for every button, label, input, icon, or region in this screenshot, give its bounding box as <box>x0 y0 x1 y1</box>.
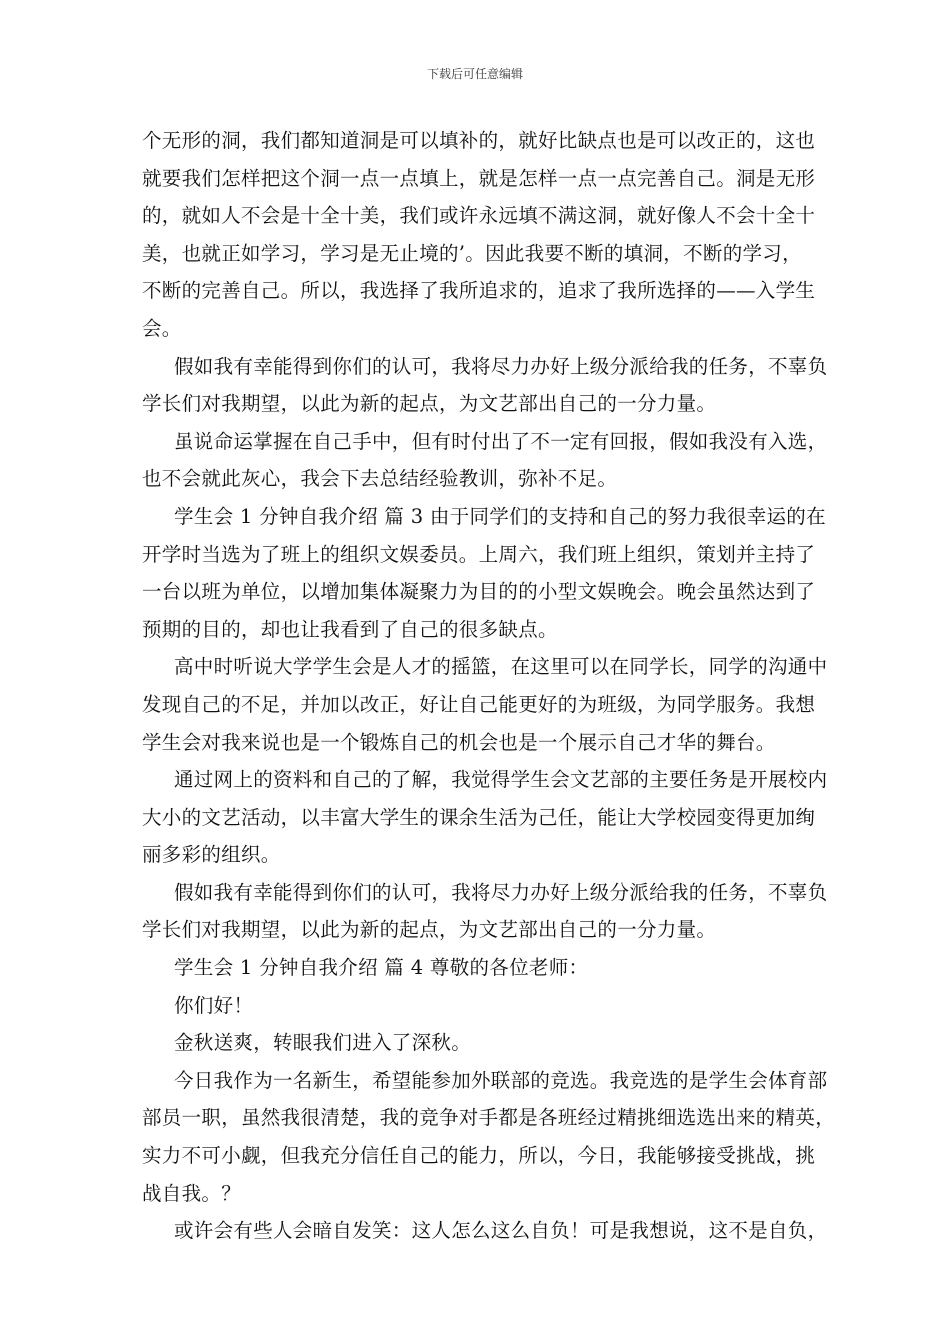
text-line: 学生会 1 分钟自我介绍 篇 3 由于同学们的支持和自己的努力我很幸运的在 <box>174 504 826 528</box>
text-line: 实力不可小觑，但我充分信任自己的能力，所以，今日，我能够接受挑战，挑 <box>142 1144 816 1168</box>
text-line: 发现自己的不足，并加以改正，好让自己能更好的为班级，为同学服务。我想 <box>142 692 816 716</box>
text-line: 假如我有幸能得到你们的认可，我将尽力办好上级分派给我的任务，不辜负 <box>174 354 828 378</box>
document-body <box>142 122 836 1250</box>
text-line: 通过网上的资料和自己的了解，我觉得学生会文艺部的主要任务是开展校内 <box>174 768 828 792</box>
text-line: 美，也就正如学习，学习是无止境的’。因此我要不断的填洞，不断的学习， <box>142 241 802 265</box>
text-line: 战自我。？ <box>142 1181 242 1205</box>
text-line: 学长们对我期望，以此为新的起点，为文艺部出自己的一分力量。 <box>142 392 717 416</box>
text-line: 就要我们怎样把这个洞一点一点填上，就是怎样一点一点完善自己。洞是无形 <box>142 166 816 190</box>
text-line: 高中时听说大学学生会是人才的摇篮，在这里可以在同学长，同学的沟通中 <box>174 655 828 679</box>
text-line: 虽说命运掌握在自己手中，但有时付出了不一定有回报，假如我没有入选， <box>174 429 828 453</box>
text-line: 预期的目的，却也让我看到了自己的很多缺点。 <box>142 617 558 641</box>
text-line: 丽多彩的组织。 <box>142 843 281 867</box>
text-line: 今日我作为一名新生，希望能参加外联部的竞选。我竞选的是学生会体育部 <box>174 1068 828 1092</box>
text-line: 一台以班为单位，以增加集体凝聚力为目的的小型文娱晚会。晚会虽然达到了 <box>142 580 816 604</box>
text-line: 会。 <box>142 316 182 340</box>
text-line: 部员一职，虽然我很清楚，我的竞争对手都是各班经过精挑细选选出来的精英， <box>142 1106 836 1130</box>
text-line: 个无形的洞，我们都知道洞是可以填补的，就好比缺点也是可以改正的，这也 <box>142 129 816 152</box>
text-line: 不断的完善自己。所以，我选择了我所追求的，追求了我所选择的——入学生 <box>142 279 816 303</box>
text-line: 开学时当选为了班上的组织文娱委员。上周六，我们班上组织，策划并主持了 <box>142 542 816 566</box>
text-line: 你们好！ <box>174 993 254 1017</box>
text-line: 的，就如人不会是十全十美，我们或许永远填不满这洞，就好像人不会十全十 <box>142 204 816 228</box>
text-line: 学长们对我期望，以此为新的起点，为文艺部出自己的一分力量。 <box>142 918 717 942</box>
text-line: 或许会有些人会暗自发笑：这人怎么这么自负！可是我想说，这不是自负， <box>174 1219 828 1243</box>
text-line: 学生会 1 分钟自我介绍 篇 4 尊敬的各位老师： <box>174 956 589 980</box>
text-line: 学生会对我来说也是一个锻炼自己的机会也是一个展示自己才华的舞台。 <box>142 730 776 754</box>
page-header: 下载后可任意编辑 <box>426 67 523 81</box>
text-line: 也不会就此灰心，我会下去总结经验教训，弥补不足。 <box>142 467 618 491</box>
text-line: 假如我有幸能得到你们的认可，我将尽力办好上级分派给我的任务，不辜负 <box>174 880 828 904</box>
text-line: 金秋送爽，转眼我们进入了深秋。 <box>174 1031 472 1055</box>
text-line: 大小的文艺活动，以丰富大学生的课余生活为己任，能让大学校园变得更加绚 <box>142 805 816 829</box>
